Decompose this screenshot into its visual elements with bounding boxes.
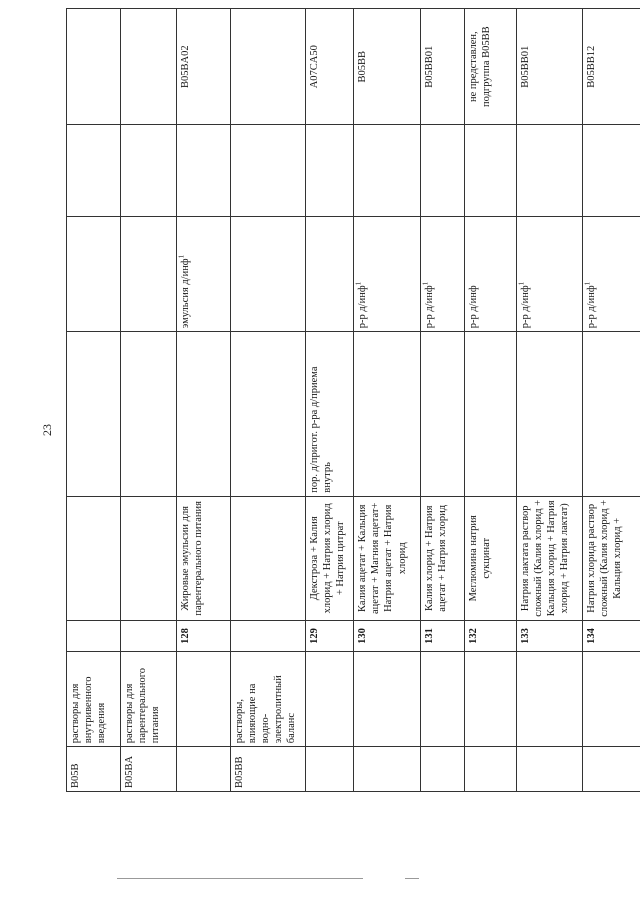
notes-cell xyxy=(120,125,176,217)
drug-table xyxy=(66,8,640,792)
footnote-marker: 1 xyxy=(583,281,592,286)
atc-group-code: B05BB xyxy=(233,756,245,788)
atc-group-name-cell xyxy=(354,652,421,747)
dosage-form-infusion: р-р д/инф xyxy=(519,285,531,329)
dosage-form-infusion-cell xyxy=(230,217,305,332)
table-row xyxy=(305,9,354,792)
notes-cell xyxy=(420,125,464,217)
drug-name-cell xyxy=(420,496,464,620)
row-number: 133 xyxy=(519,628,531,644)
atc-code-cell xyxy=(120,9,176,125)
atc-code-cell xyxy=(67,9,121,125)
notes-cell xyxy=(465,125,517,217)
atc-code-cell xyxy=(176,9,230,125)
atc-code: B05BB01 xyxy=(519,45,531,88)
atc-group-name-cell xyxy=(67,652,121,747)
atc-group-name: растворы для парентерального питания xyxy=(123,668,162,744)
drug-name: Декстроза + Калия хлорид + Натрия хлорид + Натрия цитрат xyxy=(308,503,346,614)
atc-code: B05BB xyxy=(357,50,369,83)
footnote-marker: 1 xyxy=(517,281,526,286)
atc-code-cell xyxy=(582,9,640,125)
drug-name: Жировые эмульсии для парентерального питания xyxy=(179,501,205,616)
footnote-marker: 1 xyxy=(421,281,430,286)
drug-name: Натрия лактата раствор сложный (Калия хлорид + Кальция хлорид + Натрия хлорид + Натрия лактат) xyxy=(519,499,571,617)
atc-group-name-cell xyxy=(582,652,640,747)
dosage-form-cell xyxy=(67,332,121,496)
drug-name-cell xyxy=(516,496,582,620)
table-row xyxy=(354,9,421,792)
table-row xyxy=(230,9,305,792)
row-number-cell xyxy=(516,620,582,651)
atc-group-code-cell xyxy=(67,747,121,792)
table-row xyxy=(176,9,230,792)
atc-group-code: B05BA xyxy=(123,755,135,788)
row-number: 134 xyxy=(585,628,597,644)
atc-group-name-cell xyxy=(420,652,464,747)
row-number-cell xyxy=(465,620,517,651)
dosage-form-cell xyxy=(582,332,640,496)
atc-group-name-cell xyxy=(516,652,582,747)
drug-name: Калия хлорид + Натрия ацетат + Натрия хлорид xyxy=(423,504,448,612)
row-number-cell xyxy=(305,620,354,651)
notes-cell xyxy=(305,125,354,217)
dosage-form-infusion: р-р д/инф xyxy=(585,285,597,329)
atc-group-name: растворы для внутривенного введения xyxy=(70,676,108,744)
atc-group-code-cell xyxy=(582,747,640,792)
dosage-form-infusion: эмульсия д/инф xyxy=(179,258,191,329)
dosage-form-cell xyxy=(516,332,582,496)
notes-cell xyxy=(582,125,640,217)
atc-group-code-cell xyxy=(420,747,464,792)
dosage-form-infusion-cell xyxy=(516,217,582,332)
dosage-form-infusion-cell xyxy=(176,217,230,332)
row-number: 130 xyxy=(357,628,369,644)
atc-group-code-cell xyxy=(516,747,582,792)
notes-cell xyxy=(176,125,230,217)
dosage-form-infusion-cell xyxy=(305,217,354,332)
table-row xyxy=(516,9,582,792)
drug-name-cell xyxy=(176,496,230,620)
row-number-cell xyxy=(67,620,121,651)
atc-code: B05BB12 xyxy=(585,45,597,88)
drug-name: Меглюмина натрия сукцинат xyxy=(468,515,493,602)
drug-name-cell xyxy=(120,496,176,620)
atc-code-cell xyxy=(516,9,582,125)
notes-cell xyxy=(516,125,582,217)
footer-rule xyxy=(117,878,363,879)
row-number-cell xyxy=(420,620,464,651)
dosage-form: пор. д/пригот. р-ра д/приема внутрь xyxy=(308,366,333,493)
footer-rule xyxy=(405,878,419,879)
dosage-form-infusion-cell xyxy=(582,217,640,332)
atc-group-name-cell xyxy=(305,652,354,747)
atc-group-code-cell xyxy=(354,747,421,792)
row-number: 132 xyxy=(468,628,480,644)
atc-code-cell xyxy=(420,9,464,125)
drug-name-cell xyxy=(67,496,121,620)
atc-code-cell xyxy=(465,9,517,125)
row-number: 128 xyxy=(179,628,191,644)
drug-name: Натрия хлорида раствор сложный (Калия хлорид + Кальция хлорид + xyxy=(585,499,623,617)
atc-group-code-cell xyxy=(465,747,517,792)
rotated-page xyxy=(40,8,640,792)
drug-name-cell xyxy=(354,496,421,620)
dosage-form-cell xyxy=(230,332,305,496)
dosage-form-cell xyxy=(305,332,354,496)
drug-name-cell xyxy=(465,496,517,620)
dosage-form-infusion-cell xyxy=(420,217,464,332)
dosage-form-cell xyxy=(420,332,464,496)
atc-group-name-cell xyxy=(465,652,517,747)
atc-group-name-cell xyxy=(230,652,305,747)
dosage-form-infusion-cell xyxy=(120,217,176,332)
atc-code-cell xyxy=(230,9,305,125)
atc-code: B05BA02 xyxy=(179,45,191,88)
notes-cell xyxy=(354,125,421,217)
atc-code-cell xyxy=(354,9,421,125)
atc-code: не представлен, подгруппа B05BB xyxy=(468,26,493,107)
drug-name-cell xyxy=(582,496,640,620)
notes-cell xyxy=(67,125,121,217)
row-number-cell xyxy=(582,620,640,651)
row-number-cell xyxy=(230,620,305,651)
atc-code-cell xyxy=(305,9,354,125)
dosage-form-infusion-cell xyxy=(67,217,121,332)
dosage-form-infusion: р-р д/инф xyxy=(357,285,369,329)
drug-name-cell xyxy=(230,496,305,620)
footnote-marker: 1 xyxy=(354,281,363,286)
dosage-form-cell xyxy=(354,332,421,496)
table-row xyxy=(67,9,121,792)
atc-group-code: B05B xyxy=(70,763,81,788)
atc-code: B05BB01 xyxy=(423,45,435,88)
page-number: 23 xyxy=(40,424,54,436)
row-number: 129 xyxy=(308,628,320,644)
dosage-form-cell xyxy=(120,332,176,496)
atc-group-code-cell xyxy=(120,747,176,792)
footnote-marker: 1 xyxy=(177,254,186,259)
dosage-form-infusion: р-р д/инф xyxy=(468,285,480,329)
notes-cell xyxy=(230,125,305,217)
atc-group-name: растворы, влияющие на водно-электролитный баланс xyxy=(233,675,298,744)
row-number-cell xyxy=(120,620,176,651)
row-number-cell xyxy=(354,620,421,651)
dosage-form-infusion-cell xyxy=(465,217,517,332)
dosage-form-cell xyxy=(176,332,230,496)
table-row xyxy=(582,9,640,792)
atc-group-code-cell xyxy=(176,747,230,792)
atc-group-code-cell xyxy=(305,747,354,792)
table-row xyxy=(120,9,176,792)
drug-name: Калия ацетат + Кальция ацетат + Магния ацетат+ Натрия ацетат + Натрия хлорид xyxy=(357,502,408,614)
atc-group-name-cell xyxy=(176,652,230,747)
dosage-form-infusion-cell xyxy=(354,217,421,332)
atc-group-name-cell xyxy=(120,652,176,747)
row-number-cell xyxy=(176,620,230,651)
row-number: 131 xyxy=(423,628,435,644)
drug-name-cell xyxy=(305,496,354,620)
table-row xyxy=(465,9,517,792)
atc-group-code-cell xyxy=(230,747,305,792)
dosage-form-cell xyxy=(465,332,517,496)
dosage-form-infusion: р-р д/инф xyxy=(423,285,435,329)
atc-code: A07CA50 xyxy=(308,45,320,89)
table-row xyxy=(420,9,464,792)
